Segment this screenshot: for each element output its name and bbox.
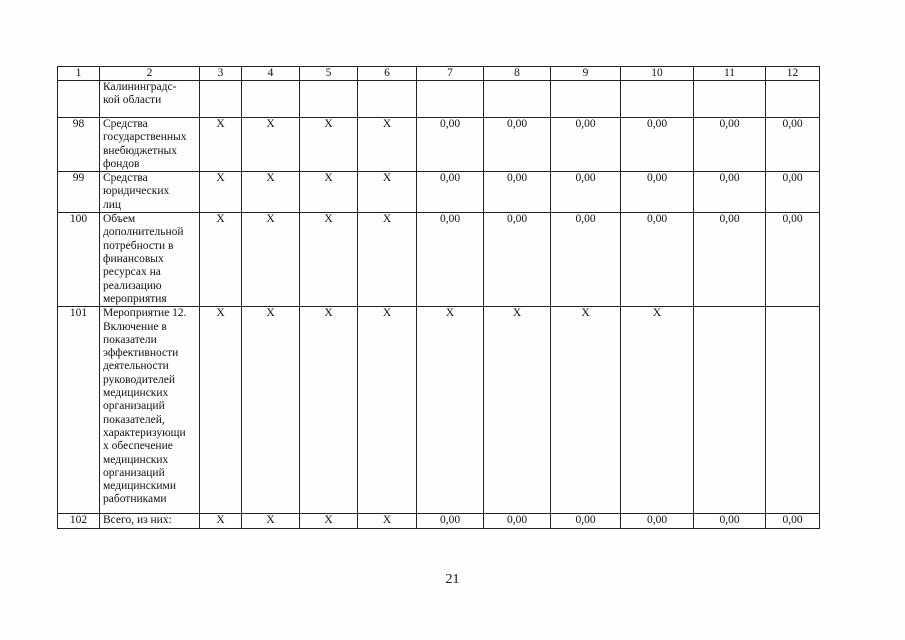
empty-cell bbox=[551, 81, 621, 118]
value-cell: Х bbox=[300, 514, 358, 528]
header-cell: 8 bbox=[484, 67, 551, 81]
name-line: Средства bbox=[103, 118, 148, 130]
name-line: юридических bbox=[103, 185, 170, 198]
name-line: Включение в bbox=[103, 320, 167, 333]
value-cell: Х bbox=[358, 118, 417, 172]
value-cell: Х bbox=[621, 307, 694, 514]
header-cell: 4 bbox=[242, 67, 300, 81]
header-cell: 11 bbox=[694, 67, 766, 81]
page-number: 21 bbox=[445, 572, 460, 587]
value-cell: 0,00 bbox=[621, 118, 694, 172]
row-name-cell bbox=[100, 118, 200, 172]
value-cell: 0,00 bbox=[621, 213, 694, 307]
value-cell: Х bbox=[358, 514, 417, 528]
header-cell: 6 bbox=[358, 67, 417, 81]
table-row bbox=[58, 213, 820, 307]
header-cell: 9 bbox=[551, 67, 621, 81]
value-cell: 0,00 bbox=[766, 172, 820, 213]
value-cell: 0,00 bbox=[766, 514, 820, 528]
value-cell: Х bbox=[300, 307, 358, 514]
name-line: Средства bbox=[103, 172, 148, 185]
continuation-row bbox=[58, 81, 820, 118]
value-cell: Х bbox=[242, 514, 300, 528]
name-line: деятельности bbox=[103, 360, 169, 373]
budget-table bbox=[57, 66, 820, 529]
empty-cell bbox=[300, 81, 358, 118]
name-line: эффективности bbox=[103, 347, 179, 360]
header-cell: 2 bbox=[100, 67, 200, 81]
value-cell: 0,00 bbox=[766, 213, 820, 307]
value-cell: 0,00 bbox=[551, 118, 621, 172]
row-name-cell bbox=[100, 307, 200, 514]
name-line: медицинских bbox=[103, 453, 169, 466]
name-line: организаций bbox=[103, 466, 165, 479]
value-cell: 0,00 bbox=[551, 213, 621, 307]
value-cell: 0,00 bbox=[484, 172, 551, 213]
name-line: медицинскими bbox=[103, 480, 176, 493]
value-cell: Х bbox=[300, 118, 358, 172]
value-cell: Х bbox=[242, 213, 300, 307]
empty-cell bbox=[766, 81, 820, 118]
value-cell: 0,00 bbox=[417, 118, 484, 172]
value-cell bbox=[694, 307, 766, 514]
name-line: реализацию bbox=[103, 279, 162, 292]
header-cell: 10 bbox=[621, 67, 694, 81]
row-number-cell: 98 bbox=[58, 118, 100, 172]
name-line: государственных bbox=[103, 131, 187, 144]
value-cell: Х bbox=[200, 514, 242, 528]
value-cell: 0,00 bbox=[484, 213, 551, 307]
value-cell: Х bbox=[200, 118, 242, 172]
value-cell: 0,00 bbox=[621, 172, 694, 213]
name-line: Объем bbox=[103, 213, 136, 226]
empty-cell bbox=[242, 81, 300, 118]
table-row bbox=[58, 307, 820, 514]
name-line: потребности в bbox=[103, 239, 174, 252]
value-cell: Х bbox=[200, 213, 242, 307]
empty-cell bbox=[200, 81, 242, 118]
value-cell: Х bbox=[358, 213, 417, 307]
empty-cell bbox=[417, 81, 484, 118]
empty-cell bbox=[58, 81, 100, 118]
name-line: Мероприятие 12. bbox=[103, 307, 187, 320]
name-line: х обеспечение bbox=[103, 440, 173, 453]
table-row bbox=[58, 514, 820, 528]
value-cell: Х bbox=[242, 172, 300, 213]
value-cell: 0,00 bbox=[621, 514, 694, 528]
name-line: фондов bbox=[103, 157, 140, 170]
name-line: организаций bbox=[103, 400, 165, 413]
empty-cell bbox=[484, 81, 551, 118]
table-body bbox=[58, 67, 820, 529]
value-cell: Х bbox=[242, 307, 300, 514]
name-line: руководителей bbox=[103, 373, 176, 386]
header-cell: 3 bbox=[200, 67, 242, 81]
value-cell: Х bbox=[551, 307, 621, 514]
table-row bbox=[58, 118, 820, 172]
header-row bbox=[58, 67, 820, 81]
row-number-cell: 100 bbox=[58, 213, 100, 307]
name-line: лиц bbox=[103, 198, 122, 211]
empty-cell bbox=[621, 81, 694, 118]
value-cell: Х bbox=[358, 307, 417, 514]
name-line: дополнительной bbox=[103, 226, 184, 239]
value-cell: Х bbox=[300, 172, 358, 213]
name-line: характеризующи bbox=[103, 426, 186, 439]
value-cell: 0,00 bbox=[551, 172, 621, 213]
value-cell bbox=[766, 307, 820, 514]
header-cell: 5 bbox=[300, 67, 358, 81]
row-number-cell: 99 bbox=[58, 172, 100, 213]
value-cell: 0,00 bbox=[551, 514, 621, 528]
value-cell: 0,00 bbox=[417, 172, 484, 213]
value-cell: 0,00 bbox=[694, 172, 766, 213]
name-line: медицинских bbox=[103, 387, 169, 400]
name-line: работниками bbox=[103, 493, 167, 506]
header-cell: 12 bbox=[766, 67, 820, 81]
name-line: кой области bbox=[103, 94, 162, 107]
empty-cell bbox=[358, 81, 417, 118]
value-cell: 0,00 bbox=[417, 213, 484, 307]
value-cell: 0,00 bbox=[417, 514, 484, 528]
continuation-name-cell bbox=[100, 81, 200, 118]
value-cell: Х bbox=[242, 118, 300, 172]
value-cell: Х bbox=[484, 307, 551, 514]
name-line: ресурсах на bbox=[103, 266, 161, 279]
row-name-cell bbox=[100, 514, 200, 528]
value-cell: 0,00 bbox=[484, 118, 551, 172]
name-line: внебюджетных bbox=[103, 144, 177, 157]
name-line: мероприятия bbox=[103, 292, 167, 305]
row-name-cell bbox=[100, 172, 200, 213]
empty-cell bbox=[694, 81, 766, 118]
value-cell: Х bbox=[200, 172, 242, 213]
header-cell: 1 bbox=[58, 67, 100, 81]
row-number-cell: 101 bbox=[58, 307, 100, 514]
header-cell: 7 bbox=[417, 67, 484, 81]
row-number-cell: 102 bbox=[58, 514, 100, 528]
value-cell: Х bbox=[417, 307, 484, 514]
value-cell: Х bbox=[300, 213, 358, 307]
name-line: Всего, из них: bbox=[103, 514, 172, 527]
name-line: показателей, bbox=[103, 413, 165, 426]
value-cell: 0,00 bbox=[484, 514, 551, 528]
name-line: показатели bbox=[103, 333, 157, 346]
value-cell: Х bbox=[200, 307, 242, 514]
name-line: Калининградс- bbox=[103, 81, 177, 93]
value-cell: 0,00 bbox=[694, 514, 766, 528]
value-cell: 0,00 bbox=[694, 118, 766, 172]
name-line: финансовых bbox=[103, 253, 164, 266]
value-cell: 0,00 bbox=[766, 118, 820, 172]
table-row bbox=[58, 172, 820, 213]
value-cell: Х bbox=[358, 172, 417, 213]
value-cell: 0,00 bbox=[694, 213, 766, 307]
row-name-cell bbox=[100, 213, 200, 307]
